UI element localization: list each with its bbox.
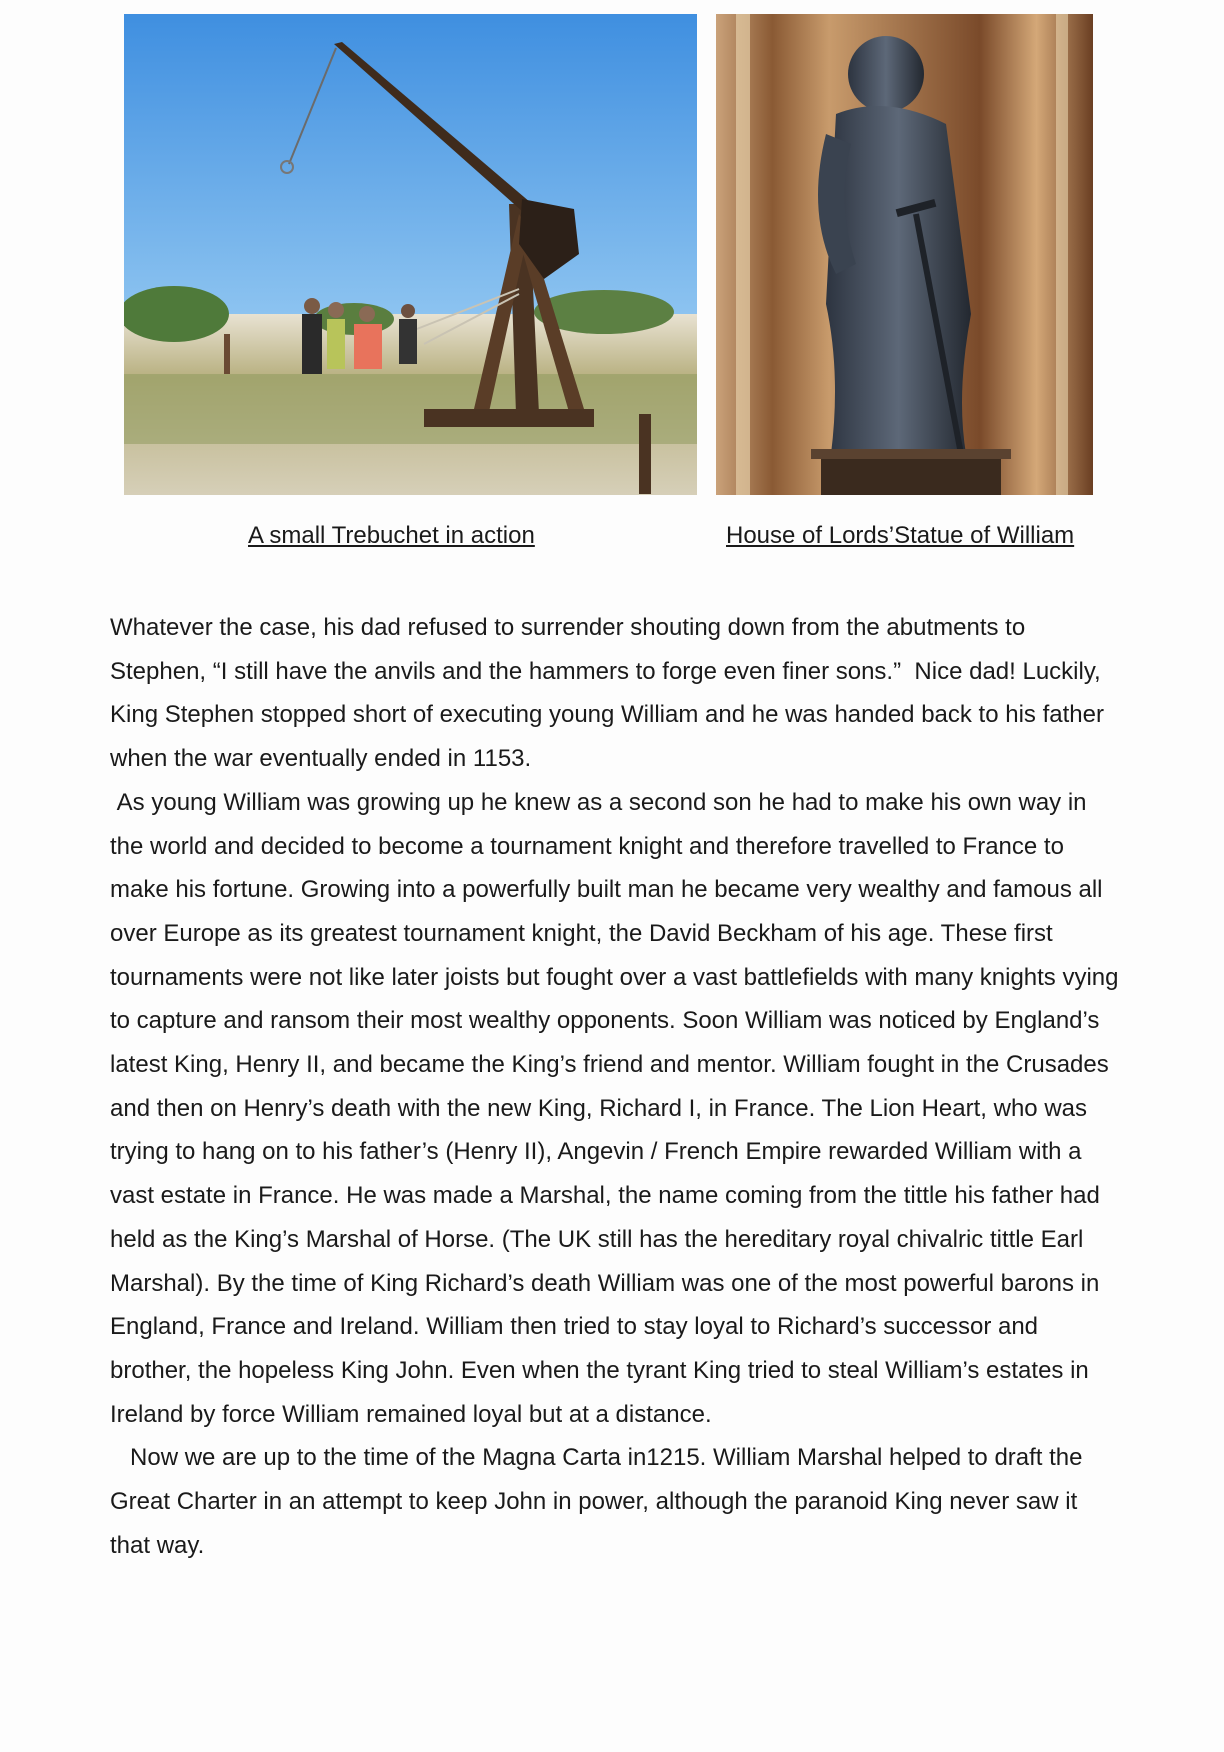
figure-caption: House of Lords’Statue of William	[726, 522, 1075, 549]
paragraph: Now we are up to the time of the Magna Carta in1215. William Marshal helped to draft the Great Charter in an attempt to keep John in power, although the paranoid King never saw it that way.	[110, 1444, 1090, 1559]
paragraph: Whatever the case, his dad refused to surrender shouting down from the abutments to Stephen, “I still have the anvils and the hammers to forge even finer sons.” Nice dad! Luckily, King Stephen stopped short of executing young William and he was handed back to his father when the war eventually ended in 1153.	[110, 614, 1111, 773]
article-body	[110, 606, 1126, 1567]
paragraph: As young William was growing up he knew as a second son he had to make his own way in the world and decided to become a tournament knight and therefore travelled to France to make his fortune. Growing into a powerfully built man he became very wealthy and famous all over Europe as its greatest tournament knight, the David Beckham of his age. These first tournaments were not like later joists but fought over a vast battlefields with many knights vying to capture and ransom their most wealthy opponents. Soon William was noticed by England’s latest King, Henry II, and became the King’s friend and mentor. William fought in the Crusades and then on Henry’s death with the new King, Richard I, in France. The Lion Heart, who was trying to hang on to his father’s (Henry II), Angevin / French Empire rewarded William with a vast estate in France. He was made a Marshal, the name coming from the tittle his father had held as the King’s Marshal of Horse. (The UK still has the hereditary royal chivalric tittle Earl Marshal). By the time of King Richard’s death William was one of the most powerful barons in England, France and Ireland. William then tried to stay loyal to Richard’s successor and brother, the hopeless King John. Even when the tyrant King tried to steal William’s estates in Ireland by force William remained loyal but at a distance.	[110, 788, 1126, 1428]
statue-photo	[716, 14, 1093, 495]
trebuchet-photo	[124, 14, 697, 495]
figure-caption: A small Trebuchet in action	[248, 522, 535, 549]
